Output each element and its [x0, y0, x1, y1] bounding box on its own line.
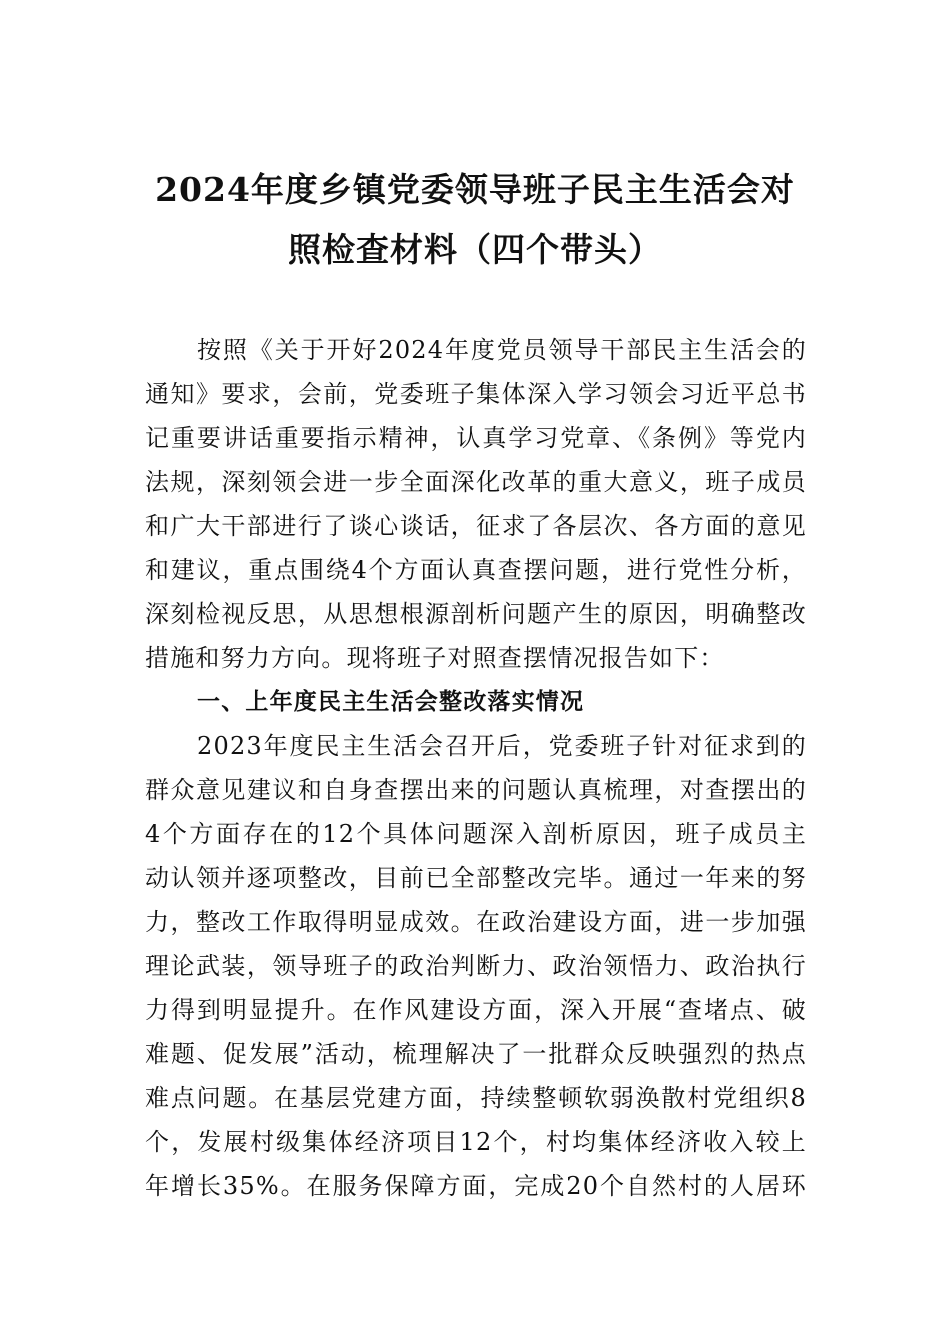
paragraph-line: 难题、促发展”活动，梳理解决了一批群众反映强烈的热点	[145, 1040, 807, 1068]
paragraph-line: 个，发展村级集体经济项目12个，村均集体经济收入较上	[145, 1128, 807, 1156]
paragraph-line: 和广大干部进行了谈心谈话，征求了各层次、各方面的意见	[145, 512, 807, 540]
paragraph-line: 理论武装，领导班子的政治判断力、政治领悟力、政治执行	[145, 952, 807, 980]
paragraph-line: 2023年度民主生活会召开后，党委班子针对征求到的	[197, 732, 807, 760]
paragraph-line: 措施和努力方向。现将班子对照查摆情况报告如下：	[145, 644, 725, 672]
paragraph-line: 4个方面存在的12个具体问题深入剖析原因，班子成员主	[145, 820, 807, 848]
paragraph-line: 通知》要求，会前，党委班子集体深入学习领会习近平总书	[145, 380, 807, 408]
section-heading: 一、上年度民主生活会整改落实情况	[197, 689, 585, 715]
paragraph-line: 群众意见建议和自身查摆出来的问题认真梳理，对查摆出的	[145, 776, 807, 804]
paragraph-line: 和建议，重点围绕4个方面认真查摆问题，进行党性分析，	[145, 556, 807, 584]
paragraph-line: 难点问题。在基层党建方面，持续整顿软弱涣散村党组织8	[145, 1084, 807, 1112]
paragraph-line: 力，整改工作取得明显成效。在政治建设方面，进一步加强	[145, 908, 807, 936]
paragraph-line: 法规，深刻领会进一步全面深化改革的重大意义，班子成员	[145, 468, 807, 496]
paragraph-line: 深刻检视反思，从思想根源剖析问题产生的原因，明确整改	[145, 600, 807, 628]
paragraph-line: 按照《关于开好2024年度党员领导干部民主生活会的	[197, 336, 807, 364]
document-body	[145, 328, 807, 1208]
paragraph-line: 年增长35%。在服务保障方面，完成20个自然村的人居环	[145, 1172, 807, 1200]
document-title-line-2: 照检查材料（四个带头）	[288, 230, 662, 269]
paragraph-line: 动认领并逐项整改，目前已全部整改完毕。通过一年来的努	[145, 864, 807, 892]
document-title-line-1: 2024年度乡镇党委领导班子民主生活会对	[155, 170, 795, 209]
paragraph-line: 记重要讲话重要指示精神，认真学习党章、《条例》等党内	[145, 424, 807, 452]
paragraph-line: 力得到明显提升。在作风建设方面，深入开展“查堵点、破	[145, 996, 807, 1024]
